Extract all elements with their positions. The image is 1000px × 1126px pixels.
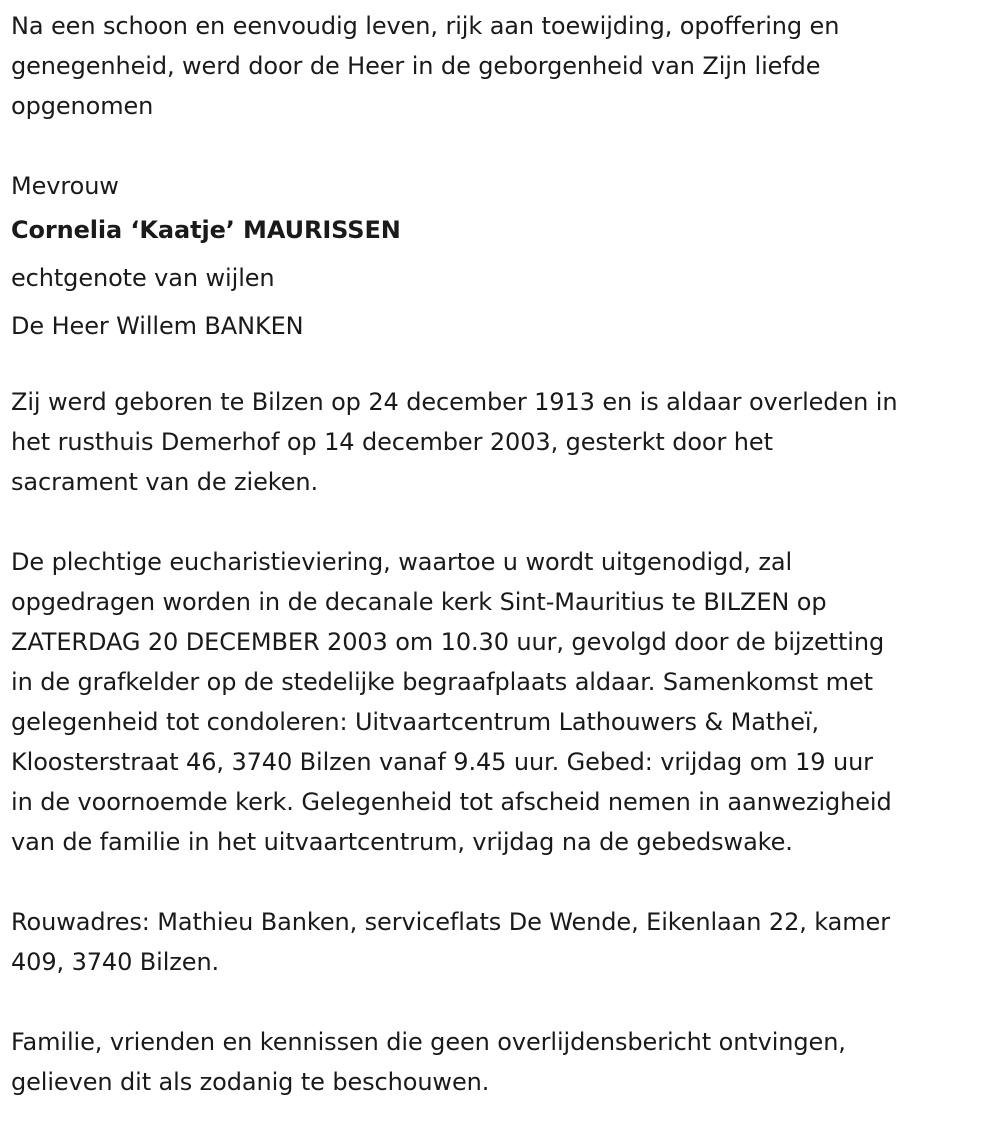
closing-paragraph: Familie, vrienden en kennissen die geen overlijdensbericht ontvingen, gelieven dit als zodanig te beschouwen.: [11, 1028, 846, 1096]
obituary-document: [11, 6, 996, 1102]
salutation: Mevrouw: [11, 172, 119, 200]
birth-death-paragraph: Zij werd geboren te Bilzen op 24 december 1913 en is aldaar overleden in het rusthuis Demerhof op 14 december 2003, gesterkt door het sacrament van de zieken.: [11, 388, 898, 496]
intro-paragraph: Na een schoon en eenvoudig leven, rijk aan toewijding, opoffering en genegenheid, werd door de Heer in de geborgenheid van Zijn liefde opgenomen: [11, 12, 840, 120]
ceremony-paragraph: De plechtige eucharistieviering, waartoe u wordt uitgenodigd, zal opgedragen worden in de decanale kerk Sint-Mauritius te BILZEN op ZATERDAG 20 DECEMBER 2003 om 10.30 uur, gevolgd door de bijzetting in de grafkelder op de stedelijke begraafplaats aldaar. Samenkomst met gelegenheid tot condoleren: Uitvaartcentrum Lathouwers & Matheï, Kloosterstraat 46, 3740 Bilzen vanaf 9.45 uur. Gebed: vrijdag om 19 uur in de voornoemde kerk. Gelegenheid tot afscheid nemen in aanwezigheid van de familie in het uitvaartcentrum, vrijdag na de gebedswake.: [11, 548, 892, 856]
deceased-block: [11, 166, 996, 350]
deceased-name: Cornelia ‘Kaatje’ MAURISSEN: [11, 216, 401, 244]
mourning-address-paragraph: Rouwadres: Mathieu Banken, serviceflats De Wende, Eikenlaan 22, kamer 409, 3740 Bilzen.: [11, 908, 890, 976]
relation-line: echtgenote van wijlen: [11, 264, 275, 292]
spouse-name: De Heer Willem BANKEN: [11, 312, 304, 340]
